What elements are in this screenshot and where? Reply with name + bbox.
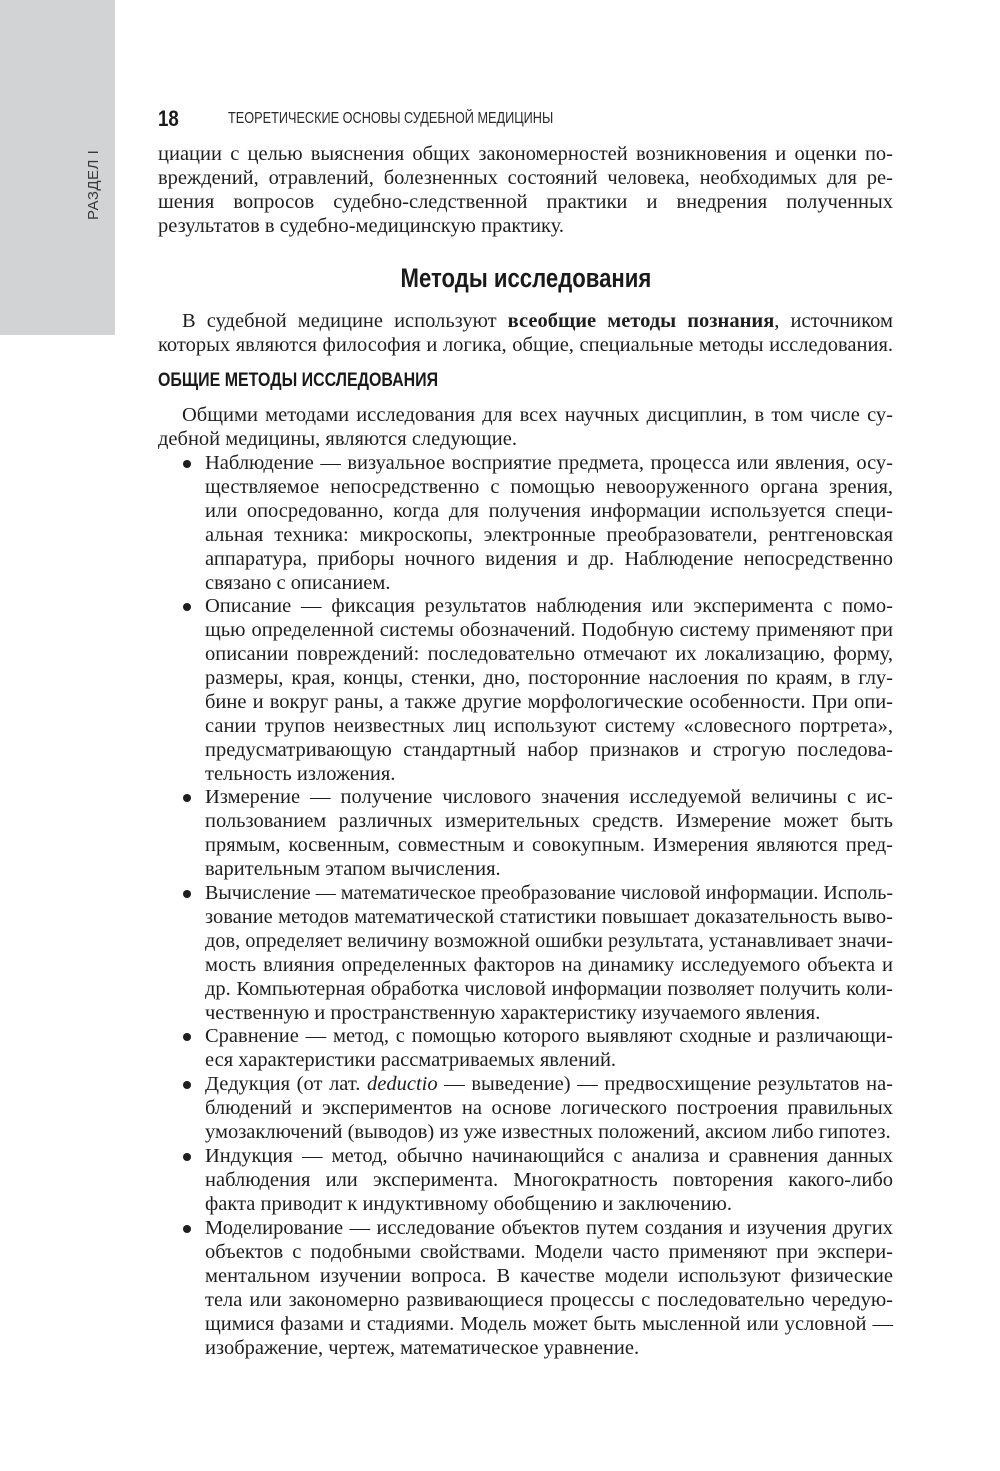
bullet-icon (183, 794, 191, 802)
text-line: аппаратура, приборы ночного видения и др. Наблюдение непосредственно (205, 548, 893, 570)
text-line: чественную и пространственную характеристику изучаемого явления. (205, 1002, 821, 1024)
text-line: Индукция — метод, обычно начинающийся с анализа и сравнения данных (205, 1145, 893, 1167)
text-line: сании трупов неизвестных лиц используют систему «словесного портрета», (205, 715, 893, 737)
text-line: Наблюдение — визуальное восприятие предмета, процесса или явления, осу- (205, 452, 893, 474)
text-line: объектов с подобными свойствами. Модели часто применяют при экспери- (205, 1241, 893, 1263)
text-line: др. Компьютерная обработка числовой информации позволяет получить коли- (205, 978, 893, 1000)
bullet-icon (183, 460, 191, 468)
text-line: дов, определяет величину возможной ошибки результата, устанавливает значи- (205, 930, 893, 952)
text-line: Описание — фиксация результатов наблюдения или эксперимента с помо- (205, 595, 893, 617)
text-line: Общими методами исследования для всех научных дисциплин, в том числе су- (182, 404, 893, 426)
text-span: Дедукция (от лат. (205, 1073, 368, 1095)
text-line: альная техника: микроскопы, электронные преобразователи, рентгеновская (205, 524, 893, 546)
text-span: — выведение) — предвосхищение результатов на- (437, 1073, 893, 1095)
section-sidebar-tab (0, 0, 115, 335)
running-head-title: ТЕОРЕТИЧЕСКИЕ ОСНОВЫ СУДЕБНОЙ МЕДИЦИНЫ (228, 110, 554, 127)
text-line: тельность изложения. (205, 763, 396, 785)
text-line: ментальном изучении вопроса. В качестве модели используют физические (205, 1265, 893, 1287)
text-line: или опосредованно, когда для получения информации используется специ- (205, 500, 893, 522)
text-line: тела или закономерно развивающиеся процессы с последовательно чередую- (205, 1289, 893, 1311)
text-line: блюдений и экспериментов на основе логического построения правильных (205, 1097, 893, 1119)
text-line: предусматривающую стандартный набор признаков и строгую последова- (205, 739, 893, 761)
text-line: щимися фазами и стадиями. Модель может быть мысленной или условной — (205, 1313, 893, 1335)
bullet-icon (183, 1081, 191, 1089)
bullet-icon (183, 1033, 191, 1041)
bullet-icon (183, 890, 191, 898)
text-line: варительным этапом вычисления. (205, 858, 501, 880)
text-line: которых являются философия и логика, общие, специальные методы исследования. (158, 334, 893, 356)
text-line: Вычисление — математическое преобразование числовой информации. Исполь- (205, 882, 893, 904)
text-line: умозаключений (выводов) из уже известных положений, аксиом либо гипотез. (205, 1121, 891, 1143)
text-line: размеры, края, концы, стенки, дно, посторонние наслоения по краям, в глу- (205, 667, 893, 689)
bullet-icon (183, 1153, 191, 1161)
running-head (158, 106, 554, 134)
section-heading-text: Методы исследования (400, 263, 651, 293)
bullet-icon (183, 603, 191, 611)
text-line: пользованием различных измерительных средств. Измерение может быть (205, 810, 893, 832)
section-label: РАЗДЕЛ I (85, 149, 102, 220)
text-line: описании повреждений: последовательно отмечают их локализацию, форму, (205, 643, 893, 665)
text-line: щью определенной системы обозначений. Подобную систему применяют при (205, 619, 893, 641)
text-line: Измерение — получение числового значения исследуемой величины с ис- (205, 786, 893, 808)
page-number: 18 (158, 106, 179, 131)
text-line: шения вопросов судебно-следственной практики и внедрения полученных (158, 191, 893, 213)
text-line: связано с описанием. (205, 572, 391, 594)
text-span: , источником (774, 310, 893, 332)
text-line (205, 1072, 893, 1096)
text-line: Сравнение — метод, с помощью которого выявляют сходные и различающи- (205, 1025, 893, 1047)
text-line: результатов в судебно-медицинскую практику. (158, 215, 565, 237)
text-line: прямым, косвенным, совместным и совокупным. Измерения являются пред- (205, 834, 893, 856)
text-line: Моделирование — исследование объектов путем создания и изучения других (205, 1217, 893, 1239)
latin-term: deductio (367, 1073, 438, 1095)
text-line: зование методов математической статистики повышает доказательность выво- (205, 906, 893, 928)
text-line: бине и вокруг раны, а также другие морфологические особенности. При опи- (205, 691, 893, 713)
subsection-heading: ОБЩИЕ МЕТОДЫ ИССЛЕДОВАНИЯ (158, 370, 439, 391)
text-line (182, 309, 893, 333)
text-line: факта приводит к индуктивному обобщению и заключению. (205, 1193, 732, 1215)
section-heading (158, 263, 893, 294)
bold-term: всеобщие методы познания (507, 310, 775, 332)
text-line: изображение, чертеж, математическое уравнение. (205, 1337, 640, 1359)
bullet-icon (183, 1225, 191, 1233)
text-span: В судебной медицине используют (182, 310, 508, 332)
text-line: дебной медицины, являются следующие. (158, 428, 517, 450)
text-line: ществляемое непосредственно с помощью невооруженного органа зрения, (205, 476, 893, 498)
text-line: еся характеристики рассматриваемых явлений. (205, 1049, 617, 1071)
text-line: наблюдения или эксперимента. Многократность повторения какого-либо (205, 1169, 893, 1191)
text-line: вреждений, отравлений, болезненных состояний человека, необходимых для ре- (158, 167, 893, 189)
text-line: циации с целью выяснения общих закономерностей возникновения и оценки по- (158, 143, 893, 165)
text-line: мость влияния определенных факторов на динамику исследуемого объекта и (205, 954, 893, 976)
